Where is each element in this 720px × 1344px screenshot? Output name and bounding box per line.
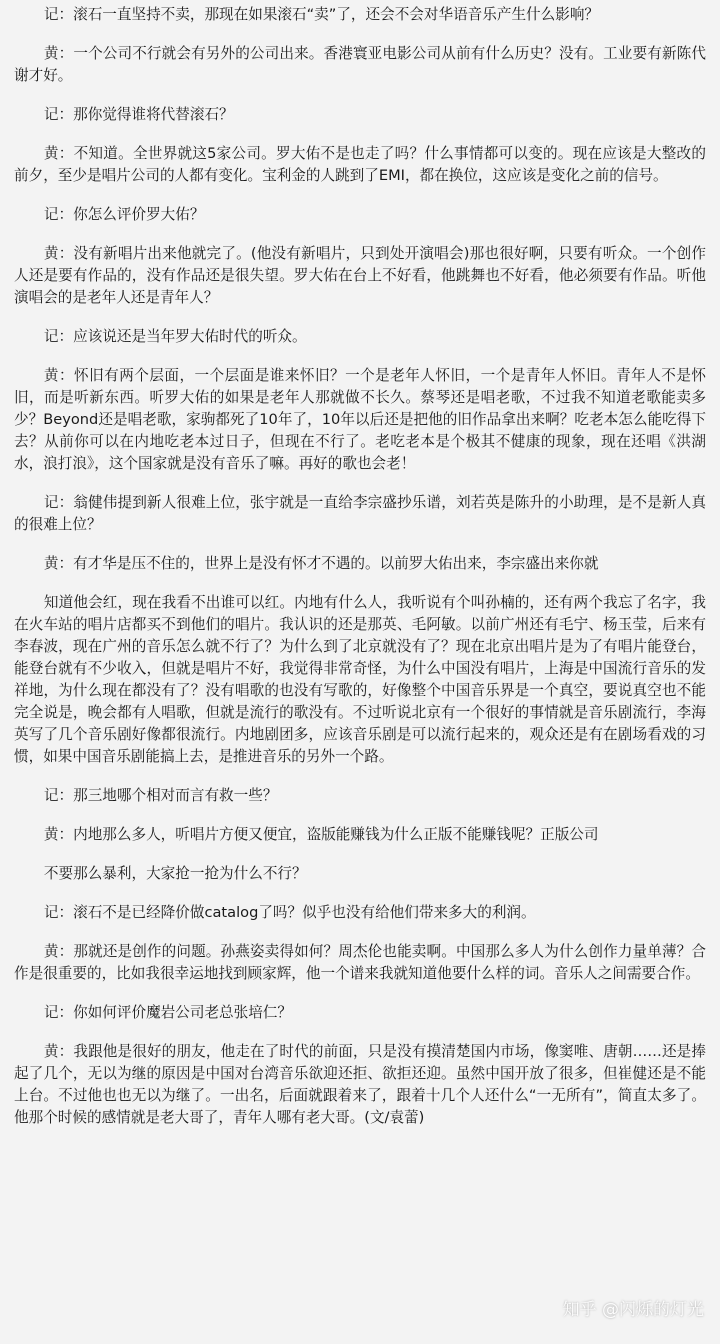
- paragraph: 记：滚石一直坚持不卖，那现在如果滚石“卖”了，还会不会对华语音乐产生什么影响？: [43, 6, 600, 23]
- paragraph: 黄：不知道。全世界就这5家公司。罗大佑不是也走了吗？什么事情都可以变的。现在应该是大整改的前夕，至少是唱片公司的人都有变化。宝利金的人跳到了EMI，都在换位，这应该是变化之前的信号。: [14, 145, 706, 184]
- paragraph: 黄：怀旧有两个层面，一个层面是谁来怀旧？一个是老年人怀旧，一个是青年人怀旧。青年人不是怀旧，而是听新东西。听罗大佑的如果是老年人那就做不长久。蔡琴还是唱老歌，不过我不知道老歌能卖多少？Beyond还是唱老歌，家驹都死了10年了，10年以后还是把他的旧作品拿出来啊？吃老本怎么能吃得下去？从前你可以在内地吃老本过日子，但现在不行了。老吃老本是个极其不健康的现象，现在还唱《洪湖水，浪打浪》，这个国家就是没有音乐了嘛。再好的歌也会老！: [14, 367, 706, 472]
- paragraph: 记：翁健伟提到新人很难上位，张宇就是一直给李宗盛抄乐谱，刘若英是陈升的小助理，是不是新人真的很难上位？: [14, 494, 706, 533]
- paragraph: 黄：没有新唱片出来他就完了。(他没有新唱片，只到处开演唱会)那也很好啊，只要有听众。一个创作人还是要有作品的，没有作品还是很失望。罗大佑在台上不好看，他跳舞也不好看，他必须要有作品。听他演唱会的是老年人还是青年人？: [14, 245, 706, 306]
- paragraph: 记：你如何评价魔岩公司老总张培仁？: [43, 1004, 293, 1021]
- paragraph: 黄：那就还是创作的问题。孙燕姿卖得如何？周杰伦也能卖啊。中国那么多人为什么创作力量单薄？合作是很重要的，比如我很幸运地找到顾家辉，他一个谱来我就知道他要什么样的词。音乐人之间需要合作。: [14, 943, 706, 982]
- paragraph: 记：那你觉得谁将代替滚石？: [43, 106, 234, 123]
- paragraph: 黄：内地那么多人，听唱片方便又便宜，盗版能赚钱为什么正版不能赚钱呢？正版公司: [43, 826, 599, 843]
- paragraph: 黄：有才华是压不住的，世界上是没有怀才不遇的。以前罗大佑出来，李宗盛出来你就: [43, 555, 599, 572]
- paragraph: 知道他会红，现在我看不出谁可以红。内地有什么人，我听说有个叫孙楠的，还有两个我忘了名字，我在火车站的唱片店都买不到他们的唱片。我认识的还是那英、毛阿敏。以前广州还有毛宁、杨玉莹，后来有李春波，现在广州的音乐怎么就不行了？为什么到了北京就没有了？现在北京出唱片是为了有唱片能登台，能登台就有不少收入，但就是唱片不好，我觉得非常奇怪，为什么中国没有唱片，上海是中国流行音乐的发祥地，为什么现在都没有了？没有唱歌的也没有写歌的，好像整个中国音乐界是一个真空，要说真空也不能完全说是，晚会都有人唱歌，但就是流行的歌没有。不过听说北京有一个很好的事情就是音乐剧流行，李海英写了几个音乐剧好像都很流行。内地剧团多，应该音乐剧是可以流行起来的，观众还是有在剧场看戏的习惯，如果中国音乐剧能搞上去，是推进音乐的另外一个路。: [14, 594, 706, 765]
- paragraph: 记：你怎么评价罗大佑？: [43, 206, 205, 223]
- paragraph: 黄：一个公司不行就会有另外的公司出来。香港寰亚电影公司从前有什么历史？没有。工业要有新陈代谢才好。: [14, 45, 706, 84]
- zhihu-watermark: 知乎 @闪烁的灯光: [562, 1300, 704, 1320]
- paragraph: 记：应该说还是当年罗大佑时代的听众。: [43, 328, 307, 345]
- paragraph: 记：那三地哪个相对而言有救一些？: [43, 787, 278, 804]
- paragraph: 不要那么暴利，大家抢一抢为什么不行？: [43, 865, 307, 882]
- paragraph: 黄：我跟他是很好的朋友，他走在了时代的前面，只是没有摸清楚国内市场，像窦唯、唐朝……还是捧起了几个，无以为继的原因是中国对台湾音乐欲迎还拒、欲拒还迎。虽然中国开放了很多，但崔健还是不能上台。不过他也也无以为继了。一出名，后面就跟着来了，跟着十几个人还什么“一无所有”，简直太多了。他那个时候的感情就是老大哥了，青年人哪有老大哥。(文/袁蕾): [14, 1043, 706, 1126]
- paragraph: 记：滚石不是已经降价做catalog了吗？似乎也没有给他们带来多大的利润。: [43, 904, 536, 921]
